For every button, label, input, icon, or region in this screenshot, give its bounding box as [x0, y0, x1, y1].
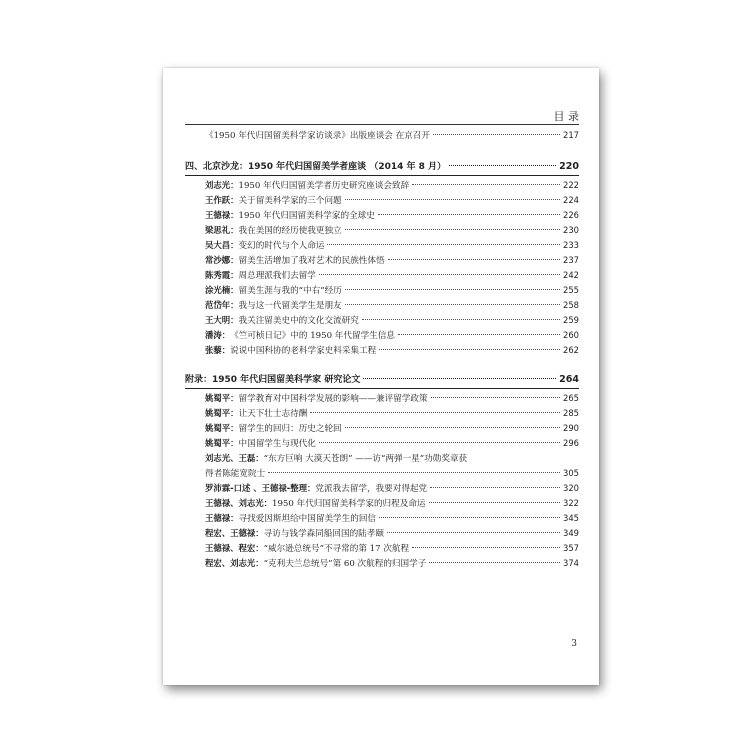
- toc-entry[interactable]: [185, 208, 579, 223]
- toc-page-number: 357: [563, 543, 579, 553]
- toc-title: 留美生涯与我的“中右”经历: [238, 286, 342, 296]
- toc-title: 我关注留美史中的文化交流研究: [238, 316, 359, 326]
- running-head-title: 目 录: [553, 110, 579, 123]
- toc-entry[interactable]: [185, 391, 579, 406]
- toc-entry[interactable]: [185, 328, 579, 343]
- toc-title: 留学生的回归：历史之轮回: [238, 424, 342, 434]
- dot-leader: [345, 199, 560, 200]
- toc-title: 《1950 年代归国留美科学家访谈录》出版座谈会 在京召开: [205, 131, 430, 141]
- running-head: [185, 108, 579, 125]
- toc-title: 让天下壮士志待酬: [238, 409, 308, 419]
- toc-title: 得者陈能宽院士: [205, 469, 266, 479]
- toc-page-number: 233: [563, 240, 579, 250]
- toc-entry[interactable]: [185, 496, 579, 511]
- toc-entry[interactable]: [185, 343, 579, 358]
- toc-entry[interactable]: [185, 481, 579, 496]
- toc-entry[interactable]: [185, 436, 579, 451]
- toc-author: 陈秀霞：: [205, 270, 239, 280]
- toc-page-number: 255: [563, 285, 579, 295]
- toc-entry[interactable]: [185, 511, 579, 526]
- toc-author: 涂光楠：: [205, 285, 239, 295]
- dot-leader: [319, 274, 560, 275]
- toc-page-number: 374: [563, 558, 579, 568]
- toc-author: 姚蜀平：: [205, 438, 239, 448]
- toc-author: 梁思礼：: [205, 225, 239, 235]
- toc-title: “东方巨响 大漠天苍朗” ——访“两弹一星”功勋奖章获: [263, 454, 468, 464]
- toc-title: 我与这一代留美学生是朋友: [238, 301, 342, 311]
- toc-page-number: 226: [563, 210, 579, 220]
- toc-author: 王德禄、程宏：: [205, 543, 264, 553]
- toc-title: 附录：1950 年代归国留美科学家 研究论文: [185, 375, 361, 385]
- toc-title: 1950 年代归国留美学者历史研究座谈会致辞: [238, 181, 410, 191]
- toc-section-heading[interactable]: [185, 159, 579, 174]
- dot-leader: [345, 289, 560, 290]
- toc-entry[interactable]: [185, 406, 579, 421]
- toc-page-number: 265: [563, 393, 579, 403]
- toc-entry[interactable]: [185, 541, 579, 556]
- toc-entry[interactable]: [185, 253, 579, 268]
- toc-entry[interactable]: [185, 451, 579, 466]
- toc-page-number: 258: [563, 300, 579, 310]
- toc-title: 四、北京沙龙：1950 年代归国留美学者座谈 （2014 年 8 月）: [185, 162, 447, 172]
- dot-leader: [429, 562, 560, 563]
- toc-entry[interactable]: [185, 268, 579, 283]
- toc-author: 刘志光：: [205, 180, 239, 190]
- toc-page-number: 224: [563, 195, 579, 205]
- toc-page-number: 260: [563, 330, 579, 340]
- toc-page-number: 217: [563, 130, 579, 140]
- toc-entry[interactable]: [185, 526, 579, 541]
- dot-leader: [412, 184, 560, 185]
- toc-author: 姚蜀平：: [205, 393, 239, 403]
- toc-title: 留学教育对中国科学发展的影响——兼评留学政策: [238, 394, 428, 404]
- toc-page-number: 320: [563, 483, 579, 493]
- toc-page-number: 349: [563, 528, 579, 538]
- toc-title: 周总理派我们去留学: [238, 271, 316, 281]
- dot-leader: [430, 487, 560, 488]
- toc-title: 说说中国科协的老科学家史料采集工程: [230, 346, 377, 356]
- dot-leader: [431, 397, 560, 398]
- dot-leader: [429, 502, 560, 503]
- toc-page-number: 237: [563, 255, 579, 265]
- toc-page-number: 345: [563, 513, 579, 523]
- dot-leader: [388, 259, 560, 260]
- toc-page-number: 259: [563, 315, 579, 325]
- toc-title: 1950 年代归国留美科学家的归程及命运: [272, 499, 426, 509]
- toc-author: 程宏、王德禄：: [205, 528, 264, 538]
- toc-author: 常沙娜：: [205, 255, 239, 265]
- toc-title: 党派我去留学，我要对得起党: [315, 484, 428, 494]
- toc-author: 潘涛：: [205, 330, 231, 340]
- toc-author: 王德禄：: [205, 513, 239, 523]
- toc-title: “克利夫兰总统号”第 60 次航程的归国学子: [263, 559, 427, 569]
- toc-entry[interactable]: [185, 193, 579, 208]
- toc-title: 变幻的时代与个人命运: [238, 241, 325, 251]
- toc-author: 吴大昌：: [205, 240, 239, 250]
- toc-entry[interactable]: [185, 421, 579, 436]
- toc-entry[interactable]: [185, 223, 579, 238]
- dot-leader: [362, 319, 560, 320]
- toc-page-number: 322: [563, 498, 579, 508]
- toc-author: 程宏、刘志光：: [205, 558, 264, 568]
- book-page: [163, 68, 599, 685]
- toc-author: 罗沛霖-口述 、王德禄-整理：: [205, 483, 316, 493]
- toc-title: 1950 年代归国留美科学家的全球史: [238, 211, 375, 221]
- toc-page-number: 262: [563, 345, 579, 355]
- toc-title: 关于留美科学家的三个问题: [238, 196, 342, 206]
- toc-author: 姚蜀平：: [205, 408, 239, 418]
- toc-author: 王大明：: [205, 315, 239, 325]
- toc-author: 刘志光、王磊：: [205, 453, 264, 463]
- dot-leader: [449, 165, 556, 166]
- toc-entry[interactable]: [185, 556, 579, 571]
- dot-leader: [327, 244, 560, 245]
- toc-page-number: 242: [563, 270, 579, 280]
- toc-entry[interactable]: [185, 283, 579, 298]
- toc-section-heading[interactable]: [185, 372, 579, 387]
- toc-title: 寻找爱因斯坦给中国留美学生的回信: [238, 514, 377, 524]
- toc-page-number: 285: [563, 408, 579, 418]
- dot-leader: [387, 532, 560, 533]
- dot-leader: [345, 427, 560, 428]
- toc-author: 张藜：: [205, 345, 231, 355]
- toc-entry[interactable]: [185, 466, 579, 481]
- toc-title: 中国留学生与现代化: [238, 439, 316, 449]
- dot-leader: [345, 229, 560, 230]
- toc-page-number: 230: [563, 225, 579, 235]
- toc-title: 我在美国的经历使我更独立: [238, 226, 342, 236]
- page-number: 3: [571, 639, 577, 649]
- toc-page-number: 296: [563, 438, 579, 448]
- toc-author: 王作跃：: [205, 195, 239, 205]
- dot-leader: [345, 304, 560, 305]
- toc-entry[interactable]: [185, 238, 579, 253]
- toc-entry[interactable]: [185, 298, 579, 313]
- table-of-contents: [185, 128, 579, 571]
- toc-title: 寻访与钱学森同船回国的陆孝颐: [263, 529, 384, 539]
- toc-author: 范岱年：: [205, 300, 239, 310]
- dot-leader: [378, 214, 560, 215]
- dot-leader: [412, 547, 560, 548]
- dot-leader: [310, 412, 560, 413]
- dot-leader: [363, 378, 556, 379]
- dot-leader: [379, 517, 560, 518]
- dot-leader: [319, 442, 560, 443]
- dot-leader: [268, 472, 560, 473]
- toc-title: 《竺可桢日记》中的 1950 年代留学生信息: [230, 331, 395, 341]
- toc-author: 王德禄：: [205, 210, 239, 220]
- toc-author: 姚蜀平：: [205, 423, 239, 433]
- toc-page-number: 222: [563, 180, 579, 190]
- toc-title: 留美生活增加了我对艺术的民族性体悟: [238, 256, 385, 266]
- toc-entry[interactable]: [185, 128, 579, 143]
- toc-title: “威尔逊总统号”不寻常的第 17 次航程: [263, 544, 410, 554]
- toc-page-number: 264: [559, 374, 579, 385]
- toc-page-number: 305: [563, 468, 579, 478]
- toc-entry[interactable]: [185, 313, 579, 328]
- toc-author: 王德禄、刘志光：: [205, 498, 272, 508]
- toc-entry[interactable]: [185, 178, 579, 193]
- dot-leader: [398, 334, 560, 335]
- toc-page-number: 290: [563, 423, 579, 433]
- dot-leader: [433, 134, 560, 135]
- toc-page-number: 220: [559, 161, 579, 172]
- dot-leader: [379, 349, 560, 350]
